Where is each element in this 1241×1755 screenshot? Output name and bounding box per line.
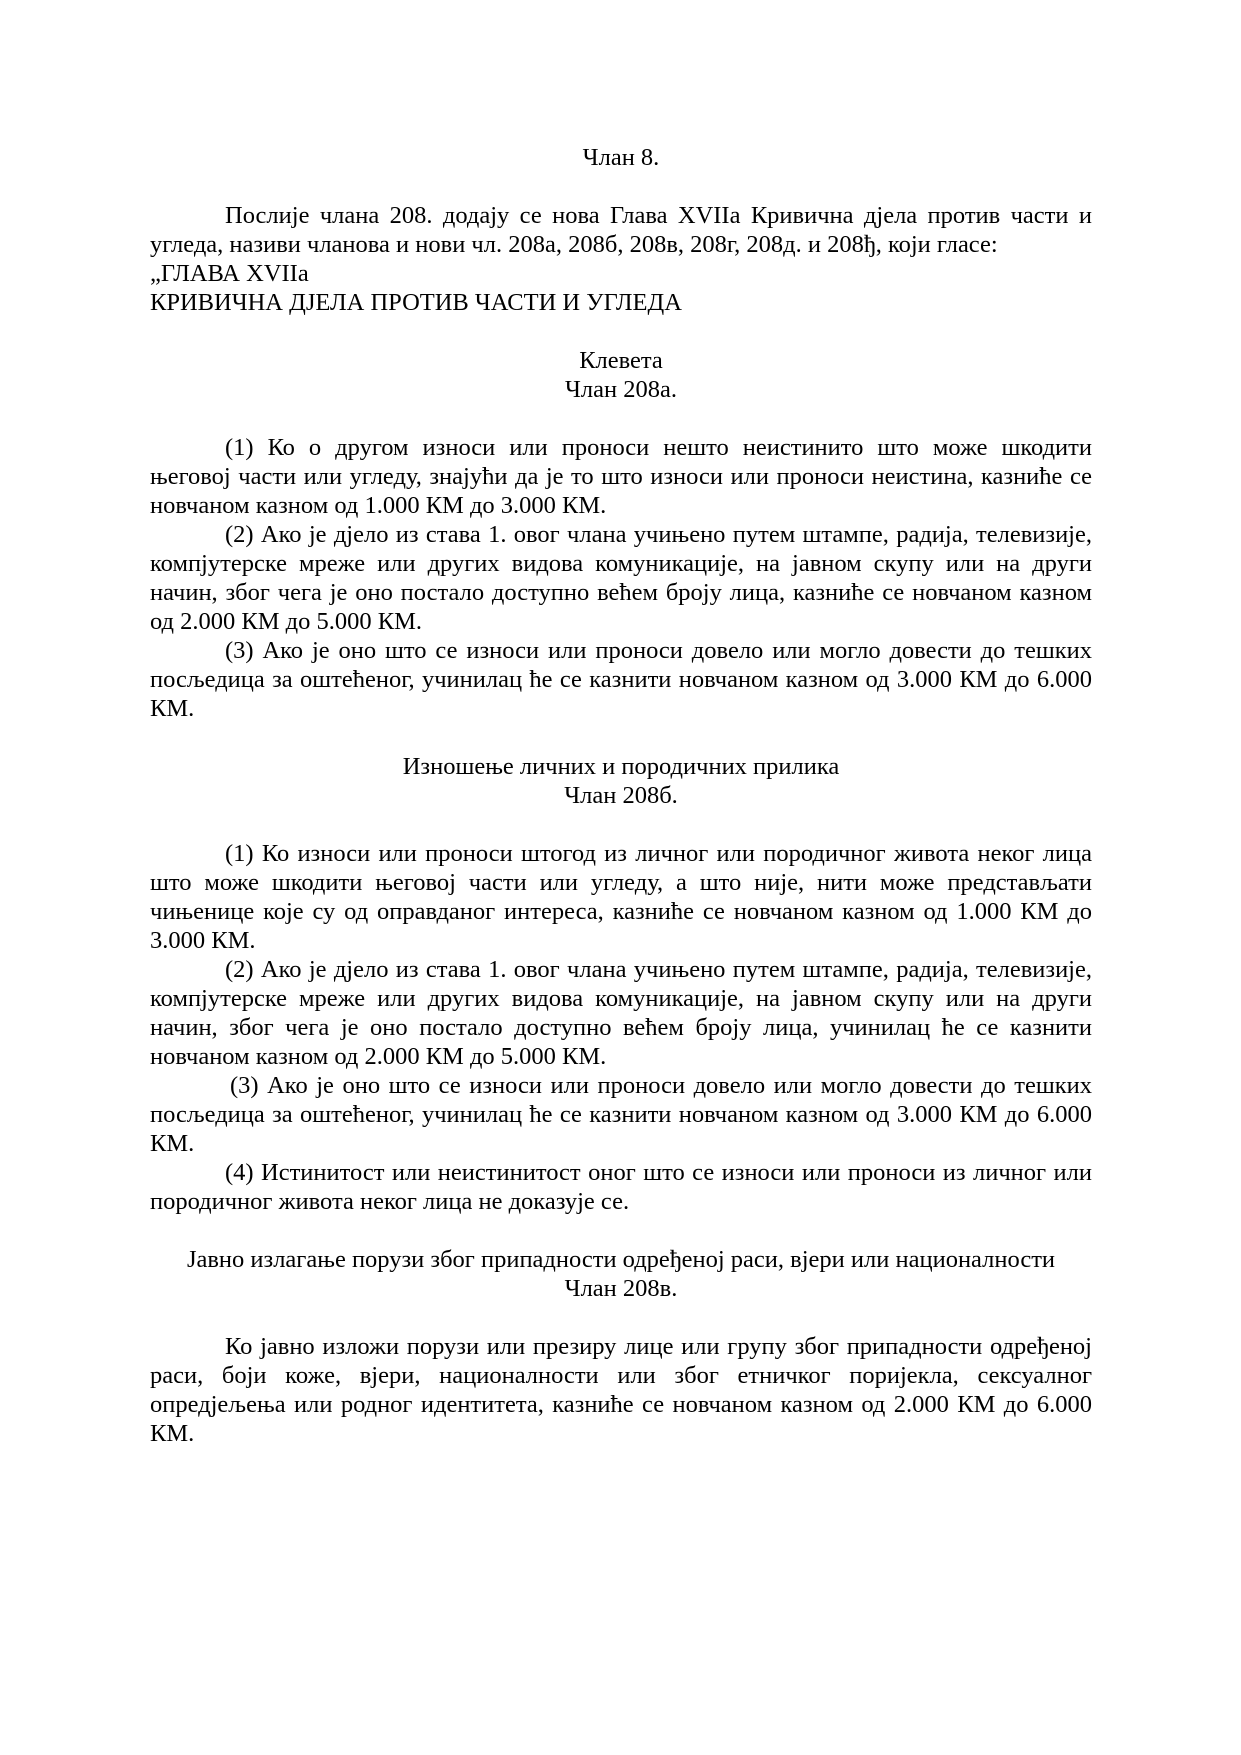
article-208v-paragraph-1: Ко јавно изложи порузи или презиру лице или групу због припадности одређеној раси, боји коже, вјери, националности или због етничког поријекла, сексуалног опредјељења или родног идентитета, казниће се новчаном казном од 2.000 КМ до 6.000 КМ. xyxy=(150,1333,1092,1447)
article-208a-heading: Члан 208а. xyxy=(564,376,677,403)
article-208b-paragraph-1: (1) Ко износи или проноси штогод из личног или породичног живота неког лица што може шкодити његовој части или угледу, а што није, нити може представљати чињенице које су од оправданог интереса, казниће се новчаном казном од 1.000 КМ до 3.000 КМ. xyxy=(150,840,1092,954)
article-8-heading: Члан 8. xyxy=(582,144,660,171)
article-208b-paragraph-4: (4) Истинитост или неистинитост оног што се износи или проноси из личног или породичног живота неког лица не доказује се. xyxy=(150,1159,1092,1215)
chapter-title: „ГЛАВА XVIIа xyxy=(150,260,309,287)
article-208b-paragraph-3: (3) Ако је оно што се износи или проноси довело или могло довести до тешких посљедица за оштећеног, учинилац ће се казнити новчаном казном од 3.000 КМ до 6.000 КМ. xyxy=(150,1072,1092,1157)
article-208v-heading: Члан 208в. xyxy=(564,1275,678,1302)
article-208b-heading: Члан 208б. xyxy=(564,782,678,809)
chapter-subtitle: КРИВИЧНА ДЈЕЛА ПРОТИВ ЧАСТИ И УГЛЕДА xyxy=(150,289,682,316)
intro-paragraph: Послије члана 208. додају се нова Глава XVIIа Кривична дјела против части и угледа, називи чланова и нови чл. 208а, 208б, 208в, 208г, 208д. и 208ђ, који гласе: xyxy=(150,202,1092,258)
section-title-personal-circumstances: Изношење личних и породичних прилика xyxy=(402,753,840,780)
section-title-defamation: Клевета xyxy=(579,347,663,374)
section-title-public-ridicule: Јавно излагање порузи због припадности одређеној раси, вјери или националности xyxy=(186,1246,1056,1273)
document-page xyxy=(150,143,1092,1448)
article-208a-paragraph-2: (2) Ако је дјело из става 1. овог члана учињено путем штампе, радија, телевизије, компјутерске мреже или других видова комуникације, на јавном скупу или на други начин, због чега је оно постало доступно већем броју лица, казниће се новчаном казном од 2.000 КМ до 5.000 КМ. xyxy=(150,521,1092,635)
article-208a-paragraph-3: (3) Ако је оно што се износи или проноси довело или могло довести до тешких посљедица за оштећеног, учинилац ће се казнити новчаном казном од 3.000 КМ до 6.000 КМ. xyxy=(150,637,1092,722)
article-208b-paragraph-2: (2) Ако је дјело из става 1. овог члана учињено путем штампе, радија, телевизије, компјутерске мреже или других видова комуникације, на јавном скупу или на други начин, због чега је оно постало доступно већем броју лица, учинилац ће се казнити новчаном казном од 2.000 КМ до 5.000 КМ. xyxy=(150,956,1092,1070)
article-208a-paragraph-1: (1) Ко о другом износи или проноси нешто неистинито што може шкодити његовој части или угледу, знајући да је то што износи или проноси неистина, казниће се новчаном казном од 1.000 КМ до 3.000 КМ. xyxy=(150,434,1092,519)
